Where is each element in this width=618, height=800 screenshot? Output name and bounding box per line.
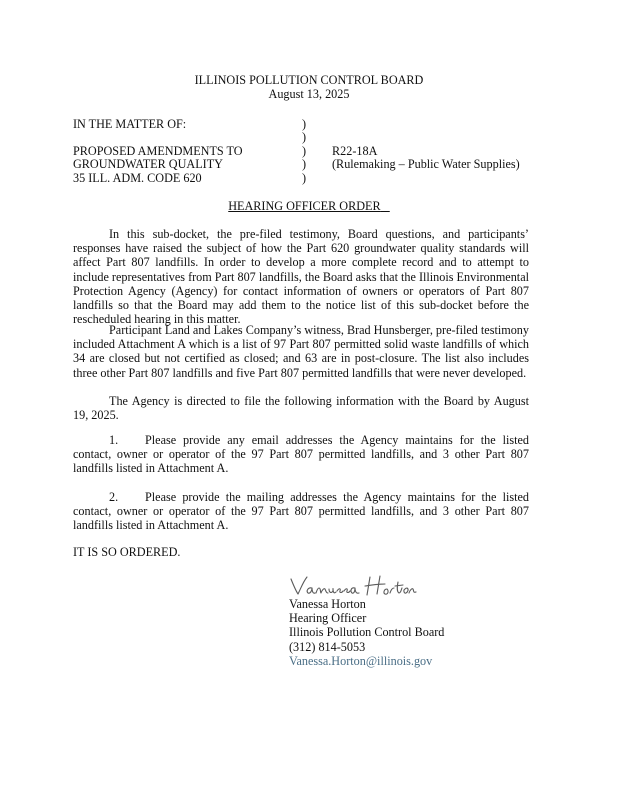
- board-name: ILLINOIS POLLUTION CONTROL BOARD: [194, 73, 424, 87]
- caption-line-1: PROPOSED AMENDMENTS TO: [73, 144, 243, 158]
- body-paragraph: In this sub-docket, the pre-filed testimony, Board questions, and participants’ responses have raised the subject of how the Part 620 groundwater quality standards will affect Part 807 landfills. In order to develop a more complete record and to attempt to include representatives from Part 807 landfills, the Board asks that the Illinois Environmental Protection Agency (Agency) for contact information of owners or operators of Part 807 landfills so that the Board may add them to the notice list of this sub-docket before the rescheduled hearing in this matter.: [73, 227, 529, 327]
- matter-label: IN THE MATTER OF:: [73, 117, 187, 131]
- caption-paren: ): [302, 144, 307, 158]
- numbered-item: [73, 490, 529, 533]
- signature-block: [289, 597, 444, 668]
- signer-title: Hearing Officer: [289, 611, 367, 626]
- signer-organization: Illinois Pollution Control Board: [289, 625, 445, 640]
- body-paragraph: The Agency is directed to file the following information with the Board by August 19, 2025.: [73, 394, 529, 423]
- body-paragraph: Participant Land and Lakes Company’s witness, Brad Hunsberger, pre-filed testimony included Attachment A which is a list of 97 Part 807 permitted solid waste landfills of which 34 are closed but not certified as closed; and 63 are in post-closure. The list also includes three other Part 807 landfills and five Part 807 permitted landfills that were never developed.: [73, 323, 529, 380]
- item-text: Please provide any email addresses the Agency maintains for the listed contact, owner or operator of the 97 Part 807 permitted landfills, and 3 other Part 807 landfills listed in Attachment A.: [73, 433, 529, 476]
- caption-paren: ): [302, 171, 307, 185]
- docket-type: (Rulemaking – Public Water Supplies): [332, 157, 520, 171]
- numbered-item: [73, 433, 529, 476]
- docket-number: R22-18A: [332, 144, 378, 158]
- order-title-text: HEARING OFFICER ORDER: [228, 199, 381, 213]
- signer-name: Vanessa Horton: [289, 597, 366, 611]
- caption-line-2: GROUNDWATER QUALITY: [73, 157, 223, 171]
- signer-email-link[interactable]: Vanessa.Horton@illinois.gov: [289, 653, 433, 668]
- order-title: [0, 199, 618, 213]
- order-date: August 13, 2025: [268, 87, 350, 102]
- closing-statement: IT IS SO ORDERED.: [73, 545, 181, 559]
- caption-line-3: 35 ILL. ADM. CODE 620: [73, 171, 202, 185]
- item-number: 1.: [109, 433, 119, 447]
- caption-paren: ): [302, 157, 307, 171]
- caption-paren: ): [302, 130, 307, 144]
- item-number: 2.: [109, 490, 119, 504]
- signer-phone: (312) 814-5053: [289, 639, 366, 654]
- item-text: Please provide the mailing addresses the Agency maintains for the listed contact, owner or operator of the 97 Part 807 permitted landfills, and 3 other Part 807 landfills listed in Attachment A.: [73, 490, 529, 533]
- caption-paren: ): [302, 117, 307, 131]
- document-header: [0, 73, 618, 101]
